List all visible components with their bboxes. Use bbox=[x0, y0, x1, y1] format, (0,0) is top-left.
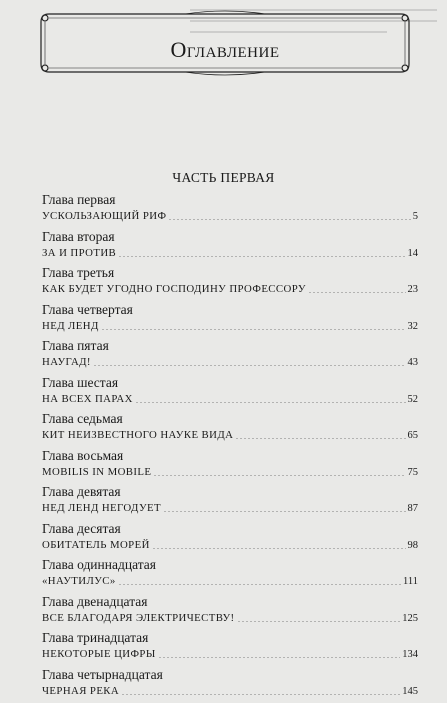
chapter-number: Глава четвертая bbox=[42, 302, 418, 319]
chapter-line bbox=[42, 611, 418, 626]
page-number: 125 bbox=[402, 611, 418, 626]
chapter-title: MOBILIS IN MOBILE bbox=[42, 465, 151, 480]
chapter-line bbox=[42, 684, 418, 699]
chapter-title: ЧЕРНАЯ РЕКА bbox=[42, 684, 119, 699]
dot-leader bbox=[308, 292, 406, 293]
toc-entry bbox=[42, 192, 418, 229]
page-number: 75 bbox=[408, 465, 419, 480]
chapter-title: ВСЕ БЛАГОДАРЯ ЭЛЕКТРИЧЕСТВУ! bbox=[42, 611, 235, 626]
chapter-title: НЕД ЛЕНД НЕГОДУЕТ bbox=[42, 501, 161, 516]
chapter-title: НЕД ЛЕНД bbox=[42, 319, 99, 334]
chapter-number: Глава восьмая bbox=[42, 448, 418, 465]
chapter-number: Глава седьмая bbox=[42, 411, 418, 428]
dot-leader bbox=[118, 256, 405, 257]
chapter-line bbox=[42, 209, 418, 224]
dot-leader bbox=[135, 402, 406, 403]
page-number: 145 bbox=[402, 684, 418, 699]
chapter-number: Глава двенадцатая bbox=[42, 594, 418, 611]
dot-leader bbox=[152, 548, 406, 549]
chapter-line bbox=[42, 355, 418, 370]
toc-entry bbox=[42, 265, 418, 302]
dot-leader bbox=[153, 475, 405, 476]
chapter-line bbox=[42, 538, 418, 553]
toc-entry bbox=[42, 302, 418, 339]
chapter-title: «НАУТИЛУС» bbox=[42, 574, 116, 589]
dot-leader bbox=[235, 438, 405, 439]
chapter-number: Глава девятая bbox=[42, 484, 418, 501]
toc-entry bbox=[42, 448, 418, 485]
chapter-title: ОБИТАТЕЛЬ МОРЕЙ bbox=[42, 538, 150, 553]
chapter-line bbox=[42, 501, 418, 516]
page-number: 14 bbox=[408, 246, 419, 261]
chapter-line bbox=[42, 428, 418, 443]
chapter-title: ЗА И ПРОТИВ bbox=[42, 246, 116, 261]
page-number: 65 bbox=[408, 428, 419, 443]
part-title: ЧАСТЬ ПЕРВАЯ bbox=[0, 170, 447, 186]
dot-leader bbox=[118, 584, 401, 585]
chapter-line bbox=[42, 282, 418, 297]
chapter-line bbox=[42, 319, 418, 334]
chapter-line bbox=[42, 392, 418, 407]
chapter-number: Глава десятая bbox=[42, 521, 418, 538]
page-number: 87 bbox=[408, 501, 419, 516]
dot-leader bbox=[93, 365, 406, 366]
chapter-line bbox=[42, 246, 418, 261]
chapter-number: Глава одиннадцатая bbox=[42, 557, 418, 574]
chapter-number: Глава вторая bbox=[42, 229, 418, 246]
chapter-title: УСКОЛЬЗАЮЩИЙ РИФ bbox=[42, 209, 166, 224]
chapter-title: КИТ НЕИЗВЕСТНОГО НАУКЕ ВИДА bbox=[42, 428, 233, 443]
dot-leader bbox=[237, 621, 401, 622]
chapter-number: Глава третья bbox=[42, 265, 418, 282]
page-number: 32 bbox=[408, 319, 419, 334]
dot-leader bbox=[163, 511, 406, 512]
page-number: 98 bbox=[408, 538, 419, 553]
page-title: Оглавление bbox=[35, 37, 415, 63]
chapter-line bbox=[42, 647, 418, 662]
page-number: 111 bbox=[403, 574, 418, 589]
toc-entry bbox=[42, 521, 418, 558]
toc-entry bbox=[42, 594, 418, 631]
dot-leader bbox=[168, 219, 410, 220]
toc-entry bbox=[42, 411, 418, 448]
chapter-title: НЕКОТОРЫЕ ЦИФРЫ bbox=[42, 647, 156, 662]
toc-entry bbox=[42, 667, 418, 703]
chapter-title: КАК БУДЕТ УГОДНО ГОСПОДИНУ ПРОФЕССОРУ bbox=[42, 282, 306, 297]
chapter-number: Глава первая bbox=[42, 192, 418, 209]
page-number: 134 bbox=[402, 647, 418, 662]
page-number: 52 bbox=[408, 392, 419, 407]
title-frame bbox=[35, 8, 415, 78]
chapter-title: НАУГАД! bbox=[42, 355, 91, 370]
dot-leader bbox=[158, 657, 401, 658]
toc-entry bbox=[42, 557, 418, 594]
toc-entry bbox=[42, 375, 418, 412]
chapter-number: Глава четырнадцатая bbox=[42, 667, 418, 684]
table-of-contents bbox=[42, 192, 418, 703]
toc-entry bbox=[42, 484, 418, 521]
page-number: 43 bbox=[408, 355, 419, 370]
toc-entry bbox=[42, 630, 418, 667]
chapter-line bbox=[42, 574, 418, 589]
page-number: 23 bbox=[408, 282, 419, 297]
toc-entry bbox=[42, 338, 418, 375]
chapter-number: Глава тринадцатая bbox=[42, 630, 418, 647]
dot-leader bbox=[121, 694, 400, 695]
chapter-number: Глава пятая bbox=[42, 338, 418, 355]
chapter-line bbox=[42, 465, 418, 480]
dot-leader bbox=[101, 329, 406, 330]
page-number: 5 bbox=[413, 209, 418, 224]
chapter-title: НА ВСЕХ ПАРАХ bbox=[42, 392, 133, 407]
toc-entry bbox=[42, 229, 418, 266]
chapter-number: Глава шестая bbox=[42, 375, 418, 392]
